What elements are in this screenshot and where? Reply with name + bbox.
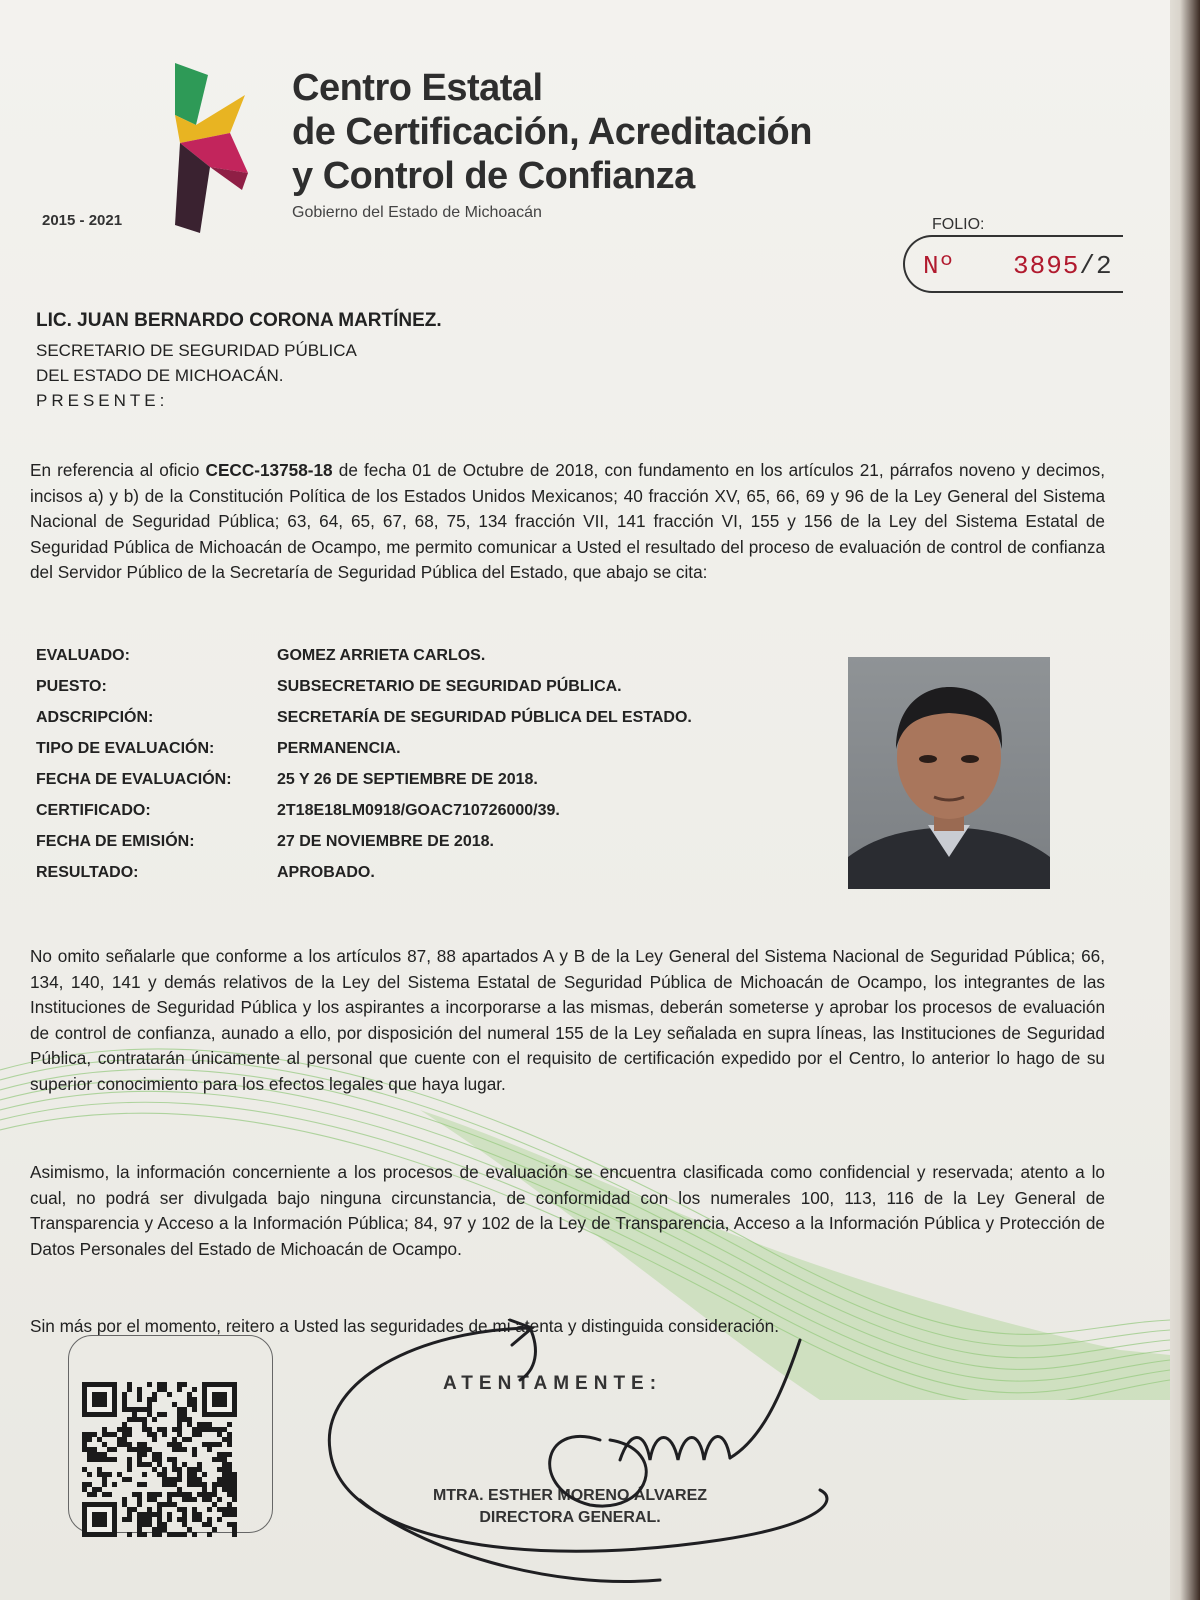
confidentiality-paragraph: Asimismo, la información concerniente a los procesos de evaluación se encuentra clasificada como confidencial y reservada; atento a lo cual, no podrá ser divulgada bajo ninguna circunstancia, de conformidad con los numerales 100, 113, 116 de la Ley General de Transparencia y Acceso a la Información Pública; 84, 97 y 102 de la Ley de Transparencia, Acceso a la Información Pública y Protección de Datos Personales del Estado de Michoacán de Ocampo. <box>30 1162 1105 1259</box>
closing-paragraph: Sin más por el momento, reitero a Usted las seguridades de mi atenta y distinguida consideración. <box>30 1316 780 1336</box>
intro-paragraph <box>30 458 1105 586</box>
table-row <box>36 826 692 857</box>
field-label: RESULTADO: <box>36 863 139 881</box>
subtitle: Gobierno del Estado de Michoacán <box>292 204 542 221</box>
signer-block <box>400 1485 740 1529</box>
intro-text-rest: de fecha 01 de Octubre de 2018, con fundamento en los artículos 21, párrafos noveno y decimos, incisos a) y b) de la Constitución Política de los Estados Unidos Mexicanos; 40 fracción XV, 65, 66, 69 y 96 de la Ley General del Sistema Nacional de Seguridad Pública; 63, 64, 65, 67, 68, 75, 134 fracción VII, 141 fracción VI, 155 y 156 de la Ley del Sistema Estatal de Seguridad Pública de Michoacán de Ocampo, me permito comunicar a Usted el resultado del proceso de evaluación de control de confianza del Servidor Público de la Secretaría de Seguridad Pública del Estado, que abajo se cita: <box>30 460 1105 582</box>
folio-label: FOLIO: <box>932 216 985 233</box>
folio-prefix: Nº <box>923 251 955 281</box>
field-value: SECRETARÍA DE SEGURIDAD PÚBLICA DEL ESTADO. <box>277 708 692 726</box>
table-row <box>36 795 692 826</box>
signer-role: DIRECTORA GENERAL. <box>479 1509 661 1526</box>
field-value: SUBSECRETARIO DE SEGURIDAD PÚBLICA. <box>277 677 622 695</box>
evaluee-photo <box>848 657 1050 889</box>
title-line-2: de Certificación, Acreditación <box>292 111 812 153</box>
folio-suffix: /2 <box>1079 251 1113 281</box>
field-label: FECHA DE EVALUACIÓN: <box>36 770 232 788</box>
header-title <box>292 66 812 222</box>
folio-number: 3895 <box>1013 251 1080 281</box>
logo-mark-icon <box>170 55 260 235</box>
field-label: PUESTO: <box>36 677 107 695</box>
table-row <box>36 671 692 702</box>
handwritten-signature <box>300 1300 860 1600</box>
field-label: CERTIFICADO: <box>36 801 151 819</box>
addressee-block <box>36 310 442 413</box>
field-value: 2T18E18LM0918/GOAC710726000/39. <box>277 801 560 819</box>
addressee-title: SECRETARIO DE SEGURIDAD PÚBLICA <box>36 341 357 360</box>
folio-number-wrap <box>1013 251 1113 281</box>
field-label: FECHA DE EMISIÓN: <box>36 832 195 850</box>
evaluation-table <box>36 640 692 888</box>
signer-name: MTRA. ESTHER MORENO ÁLVAREZ <box>432 1487 708 1504</box>
addressee-name: LIC. JUAN BERNARDO CORONA MARTÍNEZ. <box>36 310 442 331</box>
table-row <box>36 733 692 764</box>
addressee-state: DEL ESTADO DE MICHOACÁN. <box>36 366 284 385</box>
field-label: EVALUADO: <box>36 646 130 664</box>
table-row <box>36 640 692 671</box>
field-value: GOMEZ ARRIETA CARLOS. <box>277 646 486 664</box>
intro-text-start: En referencia al oficio <box>30 460 206 480</box>
field-value: PERMANENCIA. <box>277 739 401 757</box>
qr-code-icon <box>82 1382 237 1537</box>
field-value: APROBADO. <box>277 863 375 881</box>
title-line-1: Centro Estatal <box>292 67 543 109</box>
table-row <box>36 702 692 733</box>
folio-box <box>903 235 1123 293</box>
closing-salutation: ATENTAMENTE: <box>443 1373 663 1394</box>
notice-paragraph: No omito señalarle que conforme a los artículos 87, 88 apartados A y B de la Ley General del Sistema Nacional de Seguridad Pública; 66, 134, 140, 141 y demás relativos de la Ley del Sistema Estatal de Seguridad Pública de Michoacán de Ocampo, los integrantes de las Instituciones de Seguridad Pública y los aspirantes a incorporarse a las mismas, deberán someterse y aprobar los procesos de evaluación de control de confianza, aunado a ello, por disposición del numeral 155 de la Ley señalada en supra líneas, las Instituciones de Seguridad Pública, contratarán únicamente al personal que cuente con el requisito de certificación expedido por el Centro, lo anterior lo hago de su superior conocimiento para los efectos legales que haya lugar. <box>30 946 1105 1094</box>
table-row <box>36 857 692 888</box>
office-reference: CECC-13758-18 <box>205 460 333 480</box>
title-line-3: y Control de Confianza <box>292 155 695 197</box>
period-label: 2015 - 2021 <box>42 212 123 229</box>
field-value: 27 DE NOVIEMBRE DE 2018. <box>277 832 494 850</box>
field-value: 25 Y 26 DE SEPTIEMBRE DE 2018. <box>277 770 538 788</box>
field-label: TIPO DE EVALUACIÓN: <box>36 739 215 757</box>
field-label: ADSCRIPCIÓN: <box>36 708 154 726</box>
portrait-illustration <box>848 657 1050 889</box>
table-row <box>36 764 692 795</box>
addressee-present: PRESENTE: <box>36 391 169 410</box>
